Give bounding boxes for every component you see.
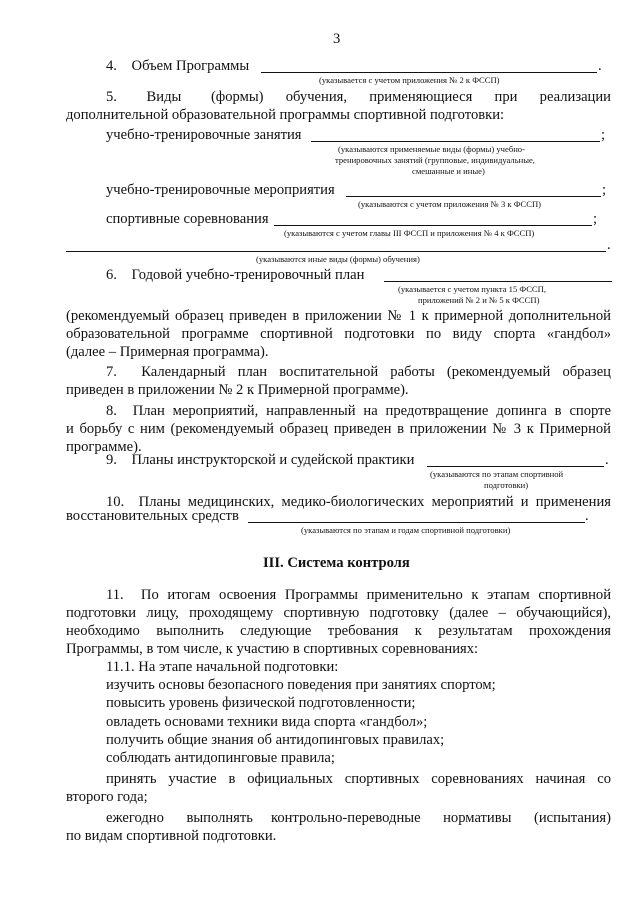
training-events-label: учебно-тренировочные мероприятия [106,182,335,198]
item-6-note-2: приложений № 2 и № 5 к ФССП) [418,295,540,305]
requirement-3: овладеть основами техники вида спорта «гандбол»; [106,714,428,730]
competitions-note: (указываются с учетом главы III ФССП и приложения № 4 к ФССП) [284,228,535,238]
competitions-fill-line [274,225,592,226]
item-11-para-4: Программы, в том числе, к участию в спортивных соревнованиях: [66,641,479,657]
item-9-note-1: (указываются по этапам спортивной [430,469,564,479]
item-6-para-1: (рекомендуемый образец приведен в приложении № 1 к примерной дополнительной [66,308,611,324]
requirement-6-line-2: второго года; [66,789,148,805]
requirement-6-line-1: принять участие в официальных спортивных соревнованиях начиная со [106,771,611,787]
page-number: 3 [333,31,341,47]
item-5-line-2: дополнительной образовательной программы спортивной подготовки: [66,107,505,123]
item-6-para-3: (далее – Примерная программа). [66,344,269,360]
item-5-line-1: 5. Виды (формы) обучения, применяющиеся при реализации [106,89,611,105]
item-9-fill-line [427,466,604,467]
other-forms-fill-line [66,251,606,252]
item-11-para-2: подготовки лицу, проходящему спортивную подготовку (далее – обучающийся), [66,605,611,621]
item-10-note: (указываются по этапам и годам спортивной подготовки) [301,525,511,535]
item-9-end: . [605,452,609,468]
item-10-para-1: 10. Планы медицинских, медико-биологических мероприятий и применения [106,494,611,510]
training-events-end: ; [602,182,607,198]
item-7-para-1: 7. Календарный план воспитательной работы (рекомендуемый образец [106,364,611,380]
item-10-para-2: восстановительных средств [66,508,239,524]
training-sessions-note-3: смешанные и иные) [412,166,485,176]
item-6-note-1: (указывается с учетом пункта 15 ФССП, [398,284,547,294]
requirement-5: соблюдать антидопинговые правила; [106,750,335,766]
section-heading: III. Система контроля [263,555,410,571]
other-forms-note: (указываются иные виды (формы) обучения) [256,254,420,264]
item-4-fill-line [261,72,597,73]
training-events-note: (указываются с учетом приложения № 3 к ФССП) [358,199,542,209]
training-sessions-note-2: тренировочных занятий (групповые, индивидуальные, [335,155,535,165]
requirement-2: повысить уровень физической подготовленности; [106,695,416,711]
item-4-end: . [598,58,602,74]
item-11-para-1: 11. По итогам освоения Программы применительно к этапам спортивной [106,587,611,603]
item-6-label: 6. Годовой учебно-тренировочный план [106,267,365,283]
training-events-fill-line [346,196,601,197]
item-4-note: (указывается с учетом приложения № 2 к ФССП) [319,75,500,85]
item-11-1-heading: 11.1. На этапе начальной подготовки: [106,659,339,675]
item-9-label: 9. Планы инструкторской и судейской практики [106,452,415,468]
requirement-7-line-1: ежегодно выполнять контрольно-переводные нормативы (испытания) [106,810,611,826]
item-8-para-3: программе). [66,439,142,455]
item-8-para-1: 8. План мероприятий, направленный на предотвращение допинга в спорте [106,403,611,419]
requirement-1: изучить основы безопасного поведения при занятиях спортом; [106,677,496,693]
requirement-7-line-2: по видам спортивной подготовки. [66,828,277,844]
item-7-para-2: приведен в приложении № 2 к Примерной программе). [66,382,409,398]
training-sessions-note-1: (указываются применяемые виды (формы) учебно- [338,144,525,154]
item-4-label: 4. Объем Программы [106,58,250,74]
training-sessions-end: ; [601,127,606,143]
requirement-4: получить общие знания об антидопинговых правилах; [106,732,445,748]
item-9-note-2: подготовки) [484,480,529,490]
item-6-para-2: образовательной программе спортивной подготовки по виду спорта «гандбол» [66,326,611,342]
other-forms-end: . [607,237,611,253]
item-6-fill-line [384,281,612,282]
item-8-para-2: и борьбу с ним (рекомендуемый образец приведен в приложении № 3 к Примерной [66,421,611,437]
training-sessions-label: учебно-тренировочные занятия [106,127,302,143]
item-10-fill-line [248,522,585,523]
competitions-end: ; [593,211,598,227]
item-10-end: . [585,508,589,524]
training-sessions-fill-line [311,141,600,142]
item-11-para-3: необходимо выполнить следующие требования к результатам прохождения [66,623,611,639]
competitions-label: спортивные соревнования [106,211,269,227]
